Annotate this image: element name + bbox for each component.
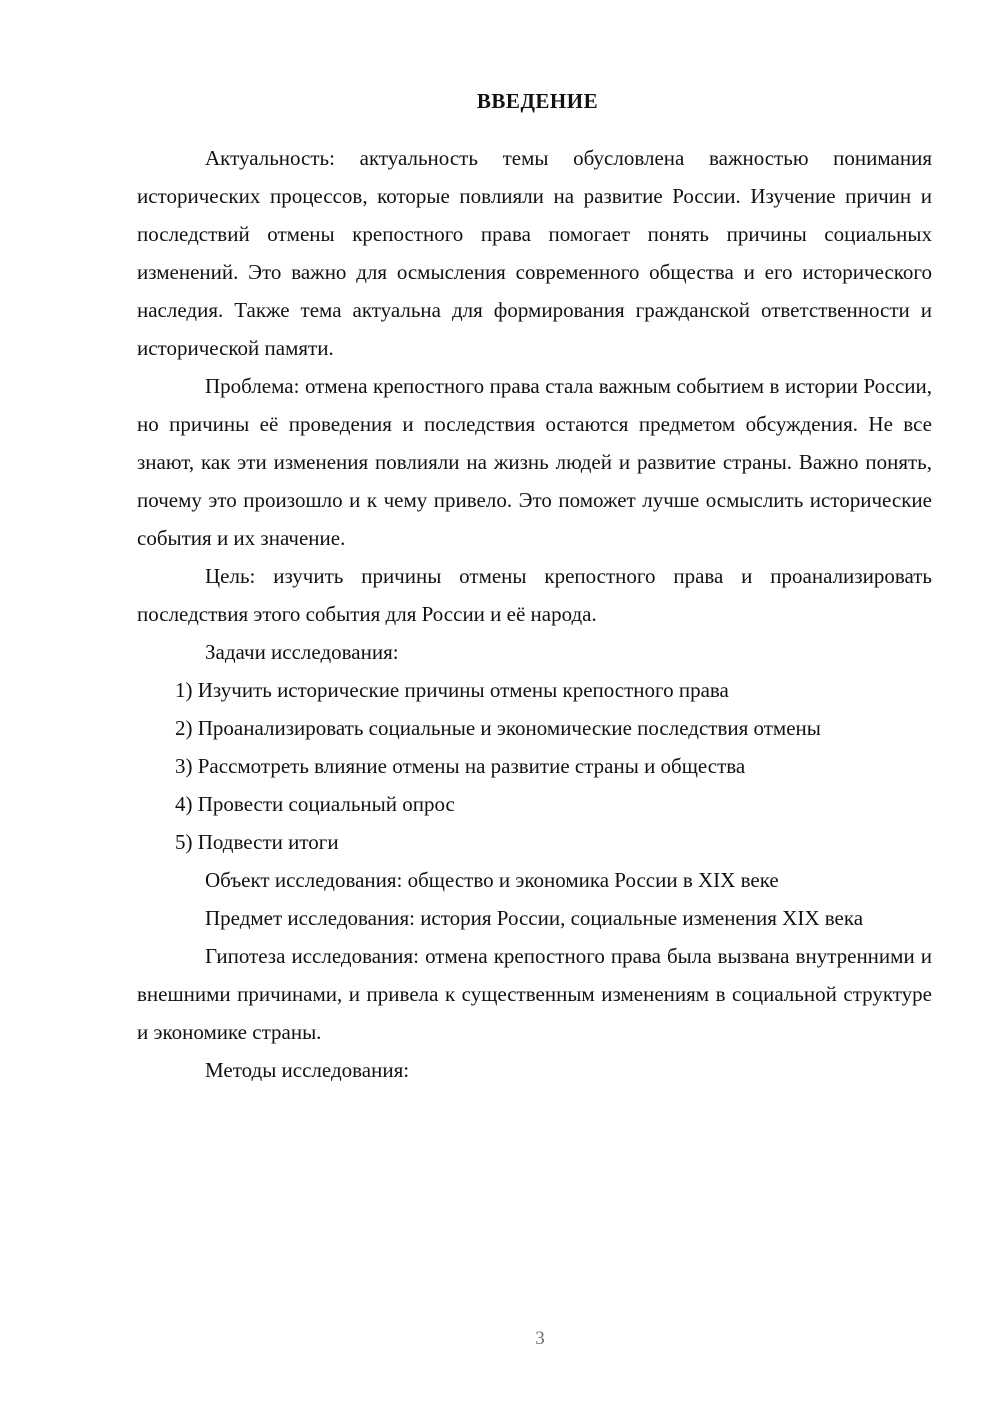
paragraph-relevance: Актуальность: актуальность темы обусловлена важностью понимания исторических процессов, которые повлияли на развитие России. Изучение причин и последствий отмены крепостного права помогает понять причины социальных изменений. Это важно для осмысления современного общества и его исторического наследия. Также тема актуальна для формирования гражданской ответственности и исторической памяти.	[137, 146, 932, 360]
list-item: 2) Проанализировать социальные и экономические последствия отмены	[175, 716, 821, 740]
list-item: 3) Рассмотреть влияние отмены на развитие страны и общества	[175, 754, 746, 778]
paragraph-goal: Цель: изучить причины отмены крепостного права и проанализировать последствия этого события для России и её народа.	[137, 564, 932, 626]
page-number: 3	[535, 1328, 545, 1349]
paragraph-problem: Проблема: отмена крепостного права стала важным событием в истории России, но причины её проведения и последствия остаются предметом обсуждения. Не все знают, как эти изменения повлияли на жизнь людей и развитие страны. Важно понять, почему это произошло и к чему привело. Это поможет лучше осмыслить исторические события и их значение.	[137, 374, 932, 550]
list-item: 4) Провести социальный опрос	[175, 792, 455, 816]
tasks-label: Задачи исследования:	[205, 640, 399, 664]
list-item: 5) Подвести итоги	[175, 830, 339, 854]
paragraph-object: Объект исследования: общество и экономика России в XIX веке	[205, 868, 779, 892]
list-item: 1) Изучить исторические причины отмены крепостного права	[175, 678, 729, 702]
document-body	[137, 86, 932, 1089]
paragraph-hypothesis: Гипотеза исследования: отмена крепостного права была вызвана внутренними и внешними причинами, и привела к существенным изменениям в социальной структуре и экономике страны.	[137, 944, 932, 1044]
page-title: ВВЕДЕНИЕ	[476, 89, 599, 113]
methods-label: Методы исследования:	[205, 1058, 410, 1082]
paragraph-subject: Предмет исследования: история России, социальные изменения XIX века	[205, 906, 864, 930]
